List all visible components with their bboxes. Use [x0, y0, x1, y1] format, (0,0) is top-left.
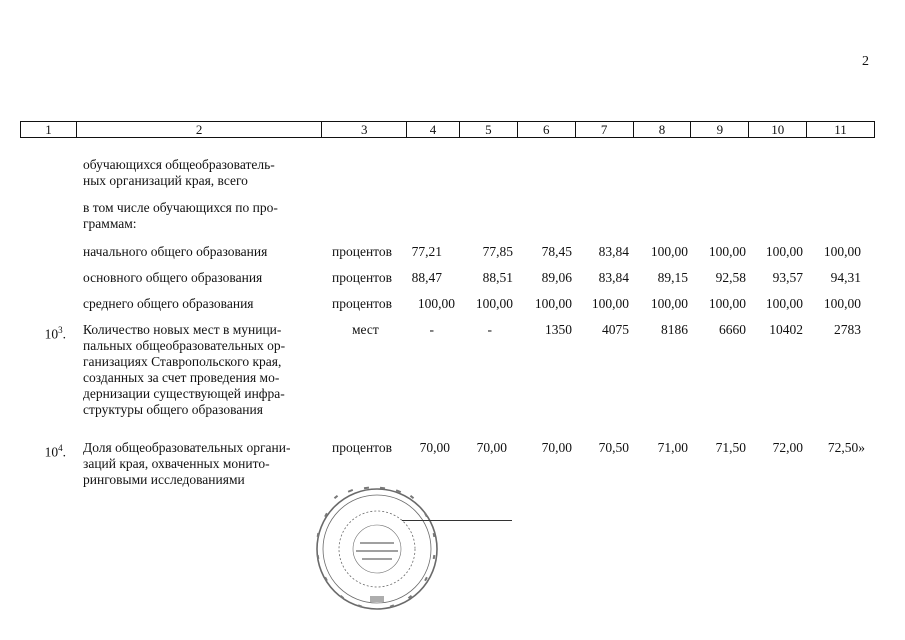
- header-col-5: 5: [460, 122, 518, 137]
- text-line: Количество новых мест в муници-: [83, 322, 282, 337]
- cell-value: 100,00: [823, 244, 861, 259]
- cell-value: 72,50»: [827, 440, 865, 455]
- row-number-main: 10: [44, 444, 59, 460]
- cell-value: 71,50: [715, 440, 746, 455]
- row-10-3-text: [83, 322, 319, 418]
- header-col-10: 10: [749, 122, 807, 137]
- cell-value: 88,47: [411, 270, 442, 285]
- text-line: пальных общеобразовательных ор-: [83, 338, 286, 353]
- text-line: ринговыми исследованиями: [83, 472, 245, 487]
- cell-value: 83,84: [598, 244, 629, 259]
- text-line: дернизации существующей инфра-: [83, 386, 285, 401]
- cell-value: 94,31: [830, 270, 861, 285]
- row-10-4-text: [83, 440, 319, 488]
- cell-value: 92,58: [715, 270, 746, 285]
- row-number: $10^4$.: [44, 443, 66, 460]
- cell-value: 70,00: [476, 440, 507, 455]
- header-col-7: 7: [576, 122, 634, 137]
- cell-value: 72,00: [772, 440, 803, 455]
- cell-value: 100,00: [765, 244, 803, 259]
- header-col-6: 6: [518, 122, 576, 137]
- header-col-3: 3: [322, 122, 407, 137]
- cell-value: 100,00: [591, 296, 629, 311]
- text-line: обучающихся общеобразователь-: [83, 157, 275, 172]
- cell-value: 10402: [769, 322, 803, 337]
- cell-value: 4075: [602, 322, 629, 337]
- header-col-11: 11: [834, 121, 847, 137]
- text-line: заций края, охваченных монито-: [83, 456, 270, 471]
- row-number: $10^3$.: [44, 325, 66, 342]
- round-seal-stamp: [312, 486, 442, 612]
- cell-value: 70,00: [419, 440, 450, 455]
- cell-value: 88,51: [482, 270, 513, 285]
- header-col-1: 1: [21, 122, 77, 137]
- cell-value: 6660: [719, 322, 746, 337]
- header-col-2: 2: [77, 122, 322, 137]
- cell-value: 71,00: [657, 440, 688, 455]
- cell-value: 100,00: [765, 296, 803, 311]
- cell-value: 100,00: [650, 244, 688, 259]
- cell-value: 70,00: [541, 440, 572, 455]
- row-10-3-unit: мест: [352, 322, 379, 337]
- cell-value: 1350: [545, 322, 572, 337]
- text-line: структуры общего образования: [83, 402, 263, 417]
- cell-value: 100,00: [708, 296, 746, 311]
- cell-value: -: [429, 322, 434, 337]
- text-line: ных организаций края, всего: [83, 173, 248, 188]
- row-number-sup: 4: [58, 443, 63, 453]
- header-col-4: 4: [407, 122, 460, 137]
- cell-value: 100,00: [650, 296, 688, 311]
- page-number: 2: [862, 54, 869, 69]
- table-header-row: [20, 121, 875, 138]
- row-secondary-unit: процентов: [332, 296, 393, 311]
- row-10-4-unit: процентов: [332, 440, 393, 455]
- cell-value: 100,00: [823, 296, 861, 311]
- text-line: созданных за счет проведения мо-: [83, 370, 280, 385]
- cell-value: 100,00: [708, 244, 746, 259]
- cell-value: 70,50: [598, 440, 629, 455]
- row-secondary-text: среднего общего образования: [83, 296, 254, 311]
- row-primary-text: начального общего образования: [83, 244, 268, 259]
- row-basic-unit: процентов: [332, 270, 393, 285]
- cell-value: 100,00: [417, 296, 455, 311]
- cell-value: 100,00: [534, 296, 572, 311]
- text-line: граммам:: [83, 216, 137, 231]
- cell-value: 89,06: [541, 270, 572, 285]
- text-line: ганизациях Ставропольского края,: [83, 354, 282, 369]
- cell-value: -: [487, 322, 492, 337]
- cell-value: 100,00: [475, 296, 513, 311]
- signature-line: [402, 520, 512, 521]
- cell-value: 89,15: [657, 270, 688, 285]
- row-cont-text: [83, 157, 319, 189]
- cell-value: 93,57: [772, 270, 803, 285]
- text-line: в том числе обучающихся по про-: [83, 200, 278, 215]
- cell-value: 8186: [661, 322, 688, 337]
- cell-value: 78,45: [541, 244, 572, 259]
- row-number-main: 10: [44, 326, 59, 342]
- header-col-8: 8: [634, 122, 692, 137]
- cell-value: 77,85: [482, 244, 513, 259]
- text-line: Доля общеобразовательных органи-: [83, 440, 291, 455]
- cell-value: 83,84: [598, 270, 629, 285]
- row-incl-text: [83, 200, 319, 232]
- row-primary-unit: процентов: [332, 244, 393, 259]
- row-number-sup: 3: [58, 325, 63, 335]
- row-basic-text: основного общего образования: [83, 270, 263, 285]
- cell-value: 77,21: [411, 244, 442, 259]
- cell-value: 2783: [834, 322, 861, 337]
- header-col-9: 9: [691, 122, 749, 137]
